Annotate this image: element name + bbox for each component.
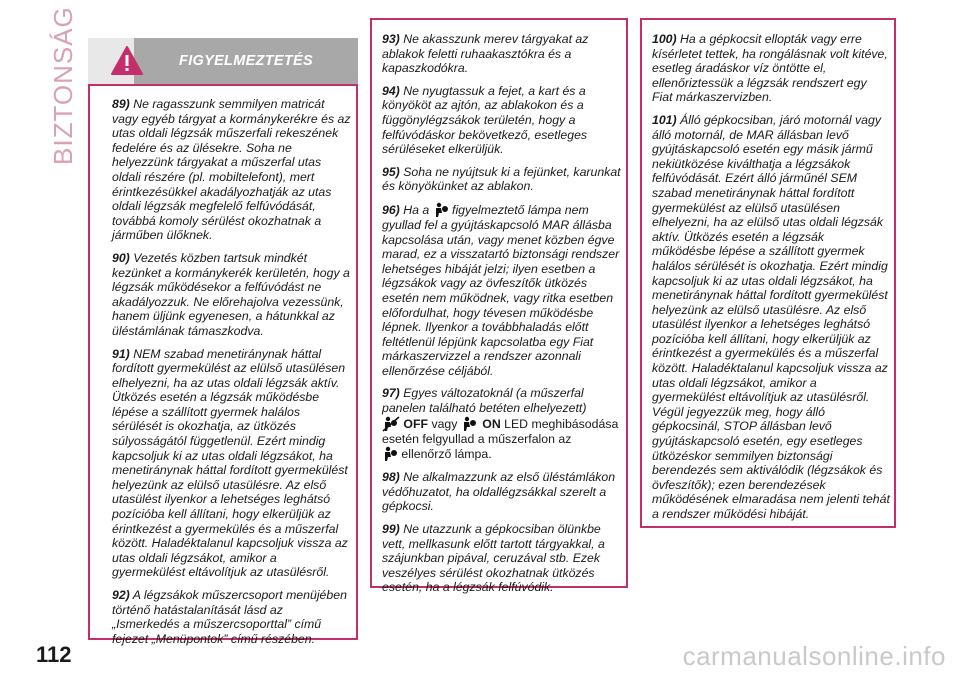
warning-item: 89) Ne ragasszunk semmilyen matricát vagy egyéb tárgyat a kormánykerékre és az utas oldali légzsák műszerfali rekeszének fedelére és az ülésekre. Soha ne helyezzünk tárgyakat a műszerfal utas oldali részére (pl. mobiltelefont), mert érintkezésükkel akadályozhatják az utas oldali légzsák megfelelő felfúvódását, továbbá komoly sérülést okozhatnak a járműben ülőknek. (112, 97, 351, 243)
airbag-warning-icon (433, 202, 449, 218)
warning-item: 96) Ha a figyelmeztető lámpa nem gyullad fel a gyújtáskapcsoló MAR állásba kapcsolása után, vagy menet közben égve marad, ez a visszatartó biztonsági rendszer lehetséges hibáját jelzi; ilyen esetben a légzsákok vagy az övfeszítők ütközés esetén nem működnek, vagy ritka esetben előfordulhat, hogy tévesen működésbe lépnek. Ilyenkor a továbbhaladás előtt feltétlenül lépjünk kapcsolatba egy Fiat márkaszervizzel a rendszer azonnali ellenőrzése céljából. (382, 202, 620, 378)
passenger-airbag-on-icon (461, 416, 479, 432)
warning-item: 97) Egyes változatoknál (a műszerfal panelen található betéten elhelyezett) OFF vagy ON LED meghibásodása esetén felgyullad a műszerfalon az ellenőrző lámpa. (382, 386, 619, 462)
warning-panel-2 (370, 18, 628, 595)
warning-title: FIGYELMEZTETÉS (179, 53, 313, 69)
warning-item: 93) Ne akasszunk merev tárgyakat az ablakok feletti ruhaakasztókra és a kapaszkodókra. (382, 32, 589, 76)
warning-column-3 (652, 32, 890, 530)
warning-item: 99) Ne utazzunk a gépkocsiban ölünkbe vett, mellkasunk előtt tartott tárgyakkal, a szájunkban pipával, ceruzával stb. Ezek veszélyes sérülést okozhatnak ütközés esetén, ha a légzsák felfúvódik. (382, 522, 605, 595)
warning-column-1 (112, 97, 352, 654)
warning-column-2 (382, 32, 622, 603)
section-title: BIZTONSÁG (48, 6, 78, 165)
passenger-airbag-off-icon (382, 416, 400, 432)
warning-banner (88, 38, 358, 84)
warning-item: 95) Soha ne nyújtsuk ki a fejünket, karunkat és könyökünket az ablakon. (382, 164, 621, 194)
warning-panel-3 (640, 18, 896, 528)
warning-item: 98) Ne alkalmazzunk az első üléstámlákon védőhuzatot, ha oldallégzsákkal szerelt a gépkocsi. (382, 470, 616, 514)
page-number: 112 (36, 642, 72, 667)
warning-item: 94) Ne nyugtassuk a fejet, a kart és a könyököt az ajtón, az ablakokon és a függönylégzsákok területén, hogy a felfúvódáskor bekövetkező, esetleges sérüléseket elkerüljük. (382, 83, 588, 157)
warning-item: 101) Álló gépkocsiban, járó motornál vagy álló motornál, de MAR állásban levő gyújtáskapcsoló esetén egy másik jármű nekiütközése kiválthatja a légzsákok felfúvódását. Ezért álló járműnél SEM szabad menetiránynak háttal fordított gyermekülést az elülső utasülésen elhelyezni, ha az elülső utas oldali légzsák aktív. Ütközés esetén a légzsák működésbe lépése a szállított gyermek halálos sérülését is okozhatja. Ezért mindig kapcsoljuk ki az utas oldali légzsákot, ha menetiránynak háttal fordított gyermekülést helyezünk az elülső utasülésre. Az első utasülést ilyenkor a lehetséges leghátsó pozícióba kell állítani, hogy elkerüljük az érintkezést a gyermekülés és a műszerfal között. Haladéktalanul kapcsoljuk vissza az utas oldali légzsákot, amikor a gyermekülést eltávolítjuk az utasülésről. Végül jegyezzük meg, hogy álló gépkocsinál, STOP állásban levő gyújtáskapcsoló esetén, egy esetleges ütközéskor semmilyen biztonsági berendezés sem aktiválódik (légzsákok és övfeszítők); ezen berendezések működésének elmaradása nem jelenti tehát a rendszer működési hibáját. (652, 112, 890, 521)
warning-panel-1 (88, 38, 358, 646)
warning-item: 90) Vezetés közben tartsuk mindkét kezünket a kormánykerék kerületén, hogy a légzsák működésekor a felfúvódást ne akadályozzuk. Ne előrehajolva vezessünk, hanem üljünk egyenesen, a hátunkkal az üléstámlának támaszkodva. (112, 250, 350, 338)
warning-item: 91) NEM szabad menetiránynak háttal fordított gyermekülést az elülső utasülésen elhelyezni, ha az utas oldali légzsák aktív. Ütközés esetén a légzsák működésbe lépése a szállított gyermek halálos sérülését is okozhatja, az ütközés súlyosságától függetlenül. Ezért mindig kapcsoljuk ki az utas oldali légzsákot, ha menetiránynak háttal fordított gyermekülést helyezünk az elülső utasülésre. Az első utasülést ilyenkor a lehetséges leghátsó pozícióba kell állítani, hogy elkerüljük az érintkezést a gyermekülés és a műszerfal között. Haladéktalanul kapcsoljuk vissza az utas oldali légzsákot, amikor a gyermekülést eltávolítjuk az utasülésről. (112, 346, 348, 580)
warning-item: 92) A légzsákok műszercsoport menüjében történő hatástalanítását lásd az „Ismerkedés a műszercsoporttal” című fejezet „Menüpontok” című részében. (112, 588, 347, 646)
watermark: carmanualsonline.info (682, 641, 946, 671)
warning-item: 100) Ha a gépkocsit ellopták vagy erre kísérletet tettek, ha rongálásnak volt kitéve, esetleg áradáskor víz öntötte el, ellenőriztessük a légzsák rendszert egy Fiat márkaszervizben. (652, 32, 888, 105)
airbag-warning-icon (382, 446, 398, 462)
